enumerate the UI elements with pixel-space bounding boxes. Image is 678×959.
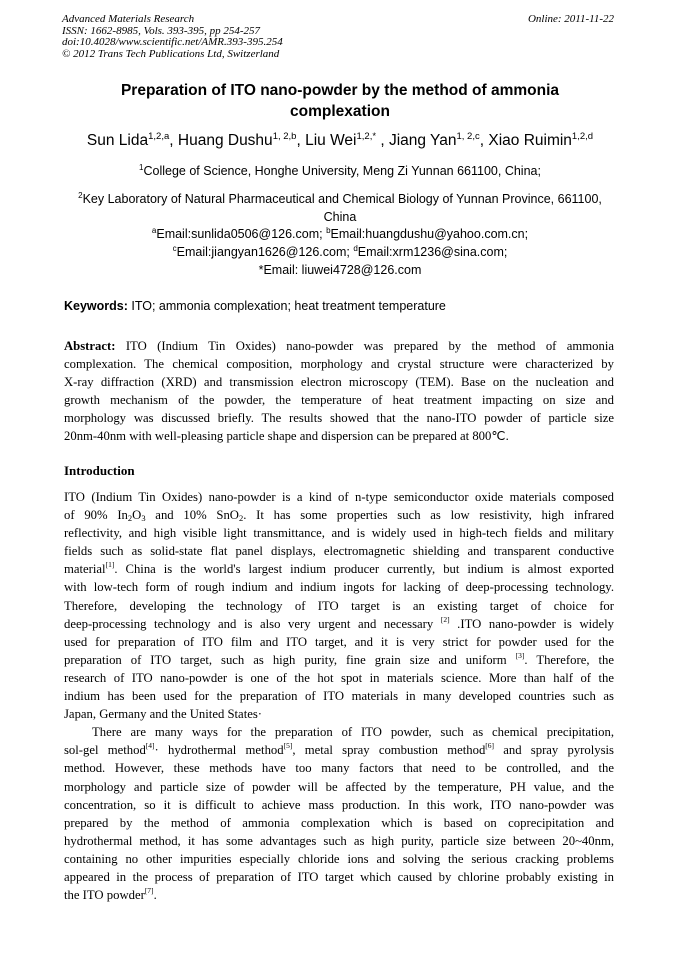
abstract-line: 20nm-40nm with well-pleasing particle shape and dispersion can be prepared at 800℃. bbox=[64, 429, 509, 444]
subscript: 2 bbox=[238, 513, 244, 524]
email-line-1 bbox=[40, 225, 640, 243]
citation: [5] bbox=[283, 741, 293, 751]
journal-name: Advanced Materials Research bbox=[62, 13, 195, 25]
author-sup: 1,2,a bbox=[148, 131, 170, 142]
text: deep-processing technology and is also very urgent and necessary bbox=[64, 616, 441, 631]
text: of 90% In bbox=[64, 508, 128, 523]
abstract-line: X-ray diffraction (XRD) and transmission electron microscopy (TEM). Base on the nucleation and bbox=[64, 375, 614, 390]
abstract-line bbox=[64, 337, 614, 355]
text: . It has some properties such as low resistivity, high infrared bbox=[243, 508, 614, 523]
keywords-label: Keywords: bbox=[64, 299, 128, 313]
affiliation-1 bbox=[40, 162, 640, 180]
text: and 10% SnO bbox=[145, 508, 239, 523]
affiliation-sup: 1 bbox=[139, 163, 144, 172]
text: the ITO powder bbox=[64, 888, 145, 903]
abstract-text: ITO (Indium Tin Oxides) nano-powder was prepared by the method of ammonia bbox=[115, 339, 614, 353]
intro-line: containing no other impurities especially chloride ions and solving the serious cracking problems bbox=[64, 851, 614, 866]
intro-line: hydrothermal method, it has some advantages such as high purity, particle size between 20~40nm, bbox=[64, 833, 614, 848]
intro-line: concentration, so it is difficult to achieve mass production. In this work, ITO nano-powder was bbox=[64, 797, 614, 812]
intro-line: There are many ways for the preparation of ITO powder, such as chemical precipitation, bbox=[92, 725, 614, 740]
citation: [4] bbox=[145, 741, 155, 751]
email-text: Email:xrm1236@sina.com; bbox=[357, 245, 508, 259]
text: . bbox=[153, 888, 157, 903]
author-sup: 1, 2,b bbox=[272, 131, 297, 142]
email-sup: c bbox=[172, 244, 177, 253]
journal-header bbox=[62, 14, 283, 60]
affiliation-sup: 2 bbox=[78, 191, 83, 200]
email-sup: a bbox=[151, 226, 157, 235]
keywords-text: ITO; ammonia complexation; heat treatment temperature bbox=[127, 299, 446, 313]
intro-line: indium has been used for the preparation of ITO materials in many developed countries such as bbox=[64, 689, 614, 704]
introduction-heading: Introduction bbox=[64, 463, 135, 478]
author-sup: 1, 2,c bbox=[456, 131, 480, 142]
intro-line: morphology and particle size of powder will be affected by the temperature, PH value, and the bbox=[64, 779, 614, 794]
intro-line: research of ITO nano-powder is one of the hot spot in materials science. More than half of the bbox=[64, 670, 614, 685]
text: . Therefore, the bbox=[524, 652, 615, 667]
affiliation-text: College of Science, Honghe University, Meng Zi Yunnan 661100, China; bbox=[143, 164, 541, 178]
citation: [6] bbox=[485, 741, 495, 751]
author-name: Xiao Ruimin bbox=[488, 132, 572, 149]
citation: [1] bbox=[105, 560, 115, 570]
abstract-line: morphology was discussed briefly. The results showed that the nano-ITO powder of particle size bbox=[64, 411, 614, 426]
email-block bbox=[40, 225, 640, 279]
intro-line: Therefore, developing the technology of ITO target is an existing target of choice for bbox=[64, 598, 614, 613]
doi-line: doi:10.4028/www.scientific.net/AMR.393-395.254 bbox=[62, 36, 283, 48]
affiliation-2 bbox=[40, 190, 640, 226]
subscript: 3 bbox=[141, 513, 146, 524]
intro-line: method. However, these methods have too many factors that need to be controlled, and the bbox=[64, 761, 614, 776]
citation: [3] bbox=[515, 650, 525, 660]
citation: [2] bbox=[440, 614, 450, 624]
online-date: Online: 2011-11-22 bbox=[527, 13, 614, 25]
title-line-2: complexation bbox=[290, 103, 390, 120]
intro-line: reflectivity, and high visible light transmittance, and is widely used in high-tech fields and military bbox=[64, 526, 614, 541]
introduction-body bbox=[64, 488, 614, 904]
author-sup: 1,2,d bbox=[571, 131, 594, 142]
email-line-2 bbox=[40, 243, 640, 261]
author-name: Sun Lida bbox=[86, 132, 149, 149]
citation: [7] bbox=[144, 886, 154, 896]
text: , metal spray combustion method bbox=[292, 743, 486, 758]
abstract-line: complexation. The chemical composition, morphology and crystal structure were characterized by bbox=[64, 357, 614, 372]
email-text: Email:jiangyan1626@126.com; bbox=[176, 245, 354, 259]
title-line-1: Preparation of ITO nano-powder by the method of ammonia bbox=[120, 82, 560, 99]
text: material bbox=[64, 562, 106, 577]
intro-line bbox=[64, 886, 614, 904]
subscript: 2 bbox=[127, 513, 133, 524]
email-text: Email:huangdushu@yahoo.com.cn; bbox=[330, 227, 529, 241]
affiliation-text: Key Laboratory of Natural Pharmaceutical and Chemical Biology of Yunnan Province, 661100, bbox=[82, 192, 602, 206]
author-sup: 1,2,* bbox=[356, 131, 377, 142]
author-name: Huang Dushu bbox=[177, 132, 273, 149]
author-list: Sun Lida$^{1,2,a}$, Huang Dushu$^{1, 2,b}$, Liu Wei$^{1,2,*}$ , Jiang Yan$^{1, 2,c}$, Xiao Ruimin$^{1,2,d}$ bbox=[86, 131, 594, 149]
keywords bbox=[64, 297, 446, 315]
intro-line: ITO (Indium Tin Oxides) nano-powder is a kind of n-type semiconductor oxide materials composed bbox=[64, 490, 614, 504]
paper-title bbox=[90, 80, 590, 122]
issn-line: ISSN: 1662-8985, Vols. 393-395, pp 254-257 bbox=[62, 24, 260, 37]
intro-line: Japan, Germany and the United States· bbox=[64, 707, 263, 722]
text: O bbox=[132, 508, 142, 523]
intro-line bbox=[64, 615, 614, 633]
intro-line: fields such as solid-state flat panel displays, electromagnetic shielding and transparent conductive bbox=[64, 544, 614, 559]
text: .ITO nano-powder is widely bbox=[449, 616, 615, 631]
abstract bbox=[64, 337, 614, 446]
text: · hydrothermal method bbox=[154, 743, 284, 758]
text: preparation of ITO target, such as high purity, fine grain size and uniform bbox=[64, 652, 516, 667]
author-name: Jiang Yan bbox=[388, 132, 457, 149]
email-sup: b bbox=[326, 226, 331, 235]
email-sup: d bbox=[353, 244, 358, 253]
intro-line bbox=[64, 560, 614, 578]
text: and spray pyrolysis bbox=[494, 743, 614, 758]
email-text: Email:sunlida0506@126.com; bbox=[156, 227, 327, 241]
intro-line bbox=[64, 741, 614, 759]
text: sol-gel method bbox=[64, 743, 146, 758]
intro-line: with low-tech form of rough indium and indium ingots for lacking of deep-processing technology. bbox=[64, 580, 614, 595]
intro-line bbox=[64, 651, 614, 669]
abstract-label: Abstract: bbox=[64, 339, 116, 353]
intro-line: prepared by the method of ammonia complexation which is based on coprecipitation and bbox=[64, 815, 614, 830]
author-name: Liu Wei bbox=[305, 132, 357, 149]
intro-line: used for preparation of ITO film and ITO target, and it is very strict for powder used for the bbox=[64, 634, 614, 649]
text: . China is the world's largest indium producer currently, but indium is almost exported bbox=[114, 562, 614, 577]
intro-line bbox=[64, 506, 614, 524]
abstract-line: growth mechanism of the powder, the temperature of heat treatment impacting on size and bbox=[64, 393, 614, 408]
intro-line: appeared in the process of preparation of ITO target which caused by chlorine probably existing in bbox=[64, 869, 614, 884]
affiliation-country: China bbox=[323, 210, 357, 224]
email-line-3: *Email: liuwei4728@126.com bbox=[258, 263, 422, 277]
copyright-line: © 2012 Trans Tech Publications Ltd, Switzerland bbox=[62, 47, 280, 60]
